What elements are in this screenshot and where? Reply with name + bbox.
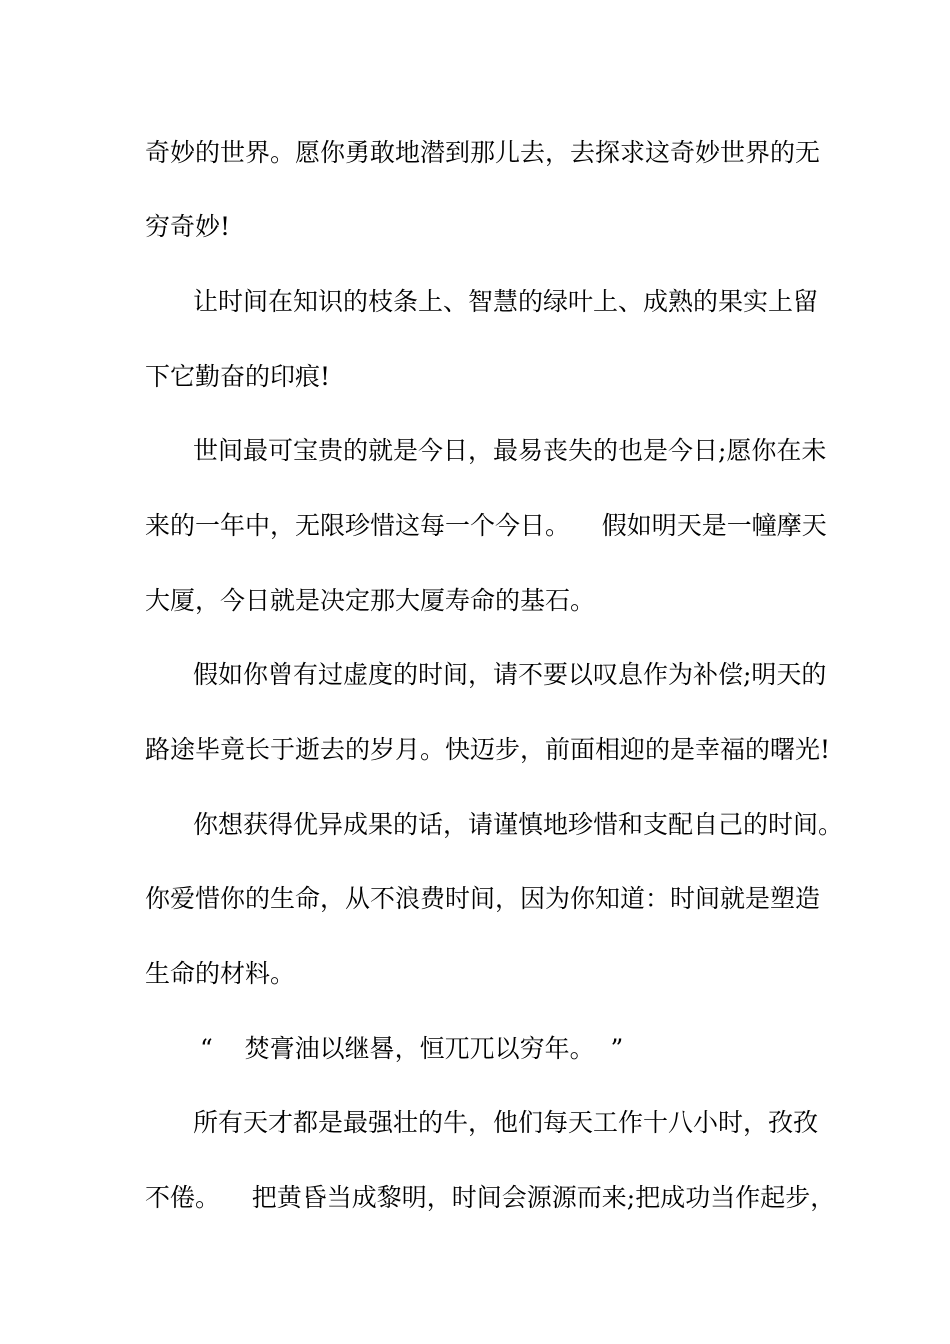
text-line: 来的一年中，无限珍惜这每一个今日。 假如明天是一幢摩天 <box>145 511 827 540</box>
paragraph-start-line: 世间最可宝贵的就是今日，最易丧失的也是今日;愿你在未 <box>193 436 827 465</box>
paragraph-start-line: 所有天才都是最强壮的牛，他们每天工作十八小时，孜孜 <box>193 1108 819 1137</box>
paragraph-start-line: 假如你曾有过虚度的时间，请不要以叹息作为补偿;明天的 <box>193 660 827 689</box>
text-line: 生命的材料。 <box>145 959 296 988</box>
text-line: 穷奇妙! <box>145 212 231 241</box>
text-line: 路途毕竟长于逝去的岁月。快迈步，前面相迎的是幸福的曙光! <box>145 735 831 764</box>
paragraph-start-line: 你想获得优异成果的话，请谨慎地珍惜和支配自己的时间。 <box>193 810 844 839</box>
text-line: 奇妙的世界。愿你勇敢地潜到那儿去，去探求这奇妙世界的无 <box>145 138 821 167</box>
quotation-line: “ 焚膏油以继晷，恒兀兀以穷年。 ” <box>200 1034 624 1063</box>
text-line: 你爱惜你的生命，从不浪费时间，因为你知道：时间就是塑造 <box>145 884 821 913</box>
text-line: 下它勤奋的印痕! <box>145 362 331 391</box>
text-line: 不倦。 把黄昏当成黎明，时间会源源而来;把成功当作起步， <box>145 1183 836 1212</box>
paragraph-start-line: 让时间在知识的枝条上、智慧的绿叶上、成熟的果实上留 <box>193 287 819 316</box>
text-line: 大厦，今日就是决定那大厦寿命的基石。 <box>145 586 596 615</box>
